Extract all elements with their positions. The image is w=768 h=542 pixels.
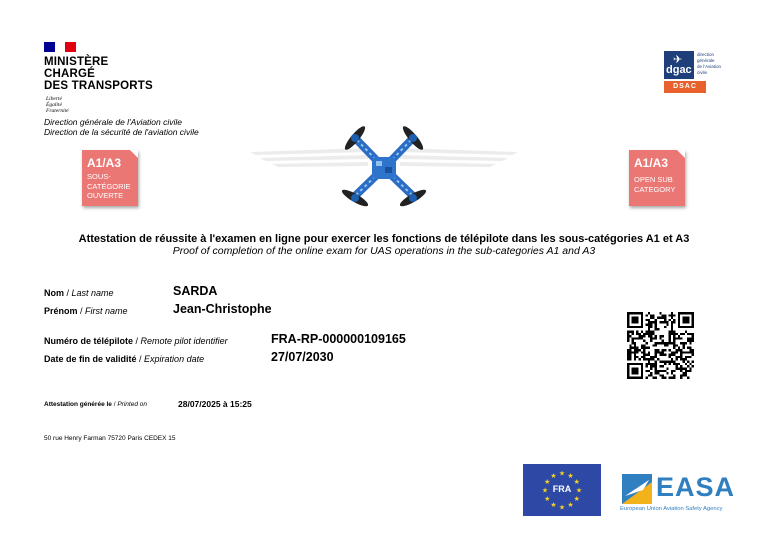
badge-open-subcategory-en: A1/A3 OPEN SUB CATEGORY: [629, 150, 685, 206]
first-name-value: Jean-Christophe: [173, 302, 272, 316]
eu-star-icon: ★: [567, 501, 574, 510]
expiry-label: Date de fin de validité / Expiration date: [44, 354, 205, 364]
eu-flag-logo: ★ ★ ★ ★ ★ ★ ★ ★ ★ ★ ★ ★ FRA: [523, 464, 601, 516]
easa-emblem-icon: [622, 474, 652, 504]
plane-icon: ✈: [673, 54, 683, 66]
eu-star-icon: ★: [544, 495, 551, 503]
eu-star-icon: ★: [544, 478, 551, 486]
eu-star-icon: ★: [573, 478, 580, 486]
last-name-value: SARDA: [173, 284, 218, 298]
expiry-value: 27/07/2030: [271, 350, 334, 364]
badge-open-subcategory-fr: A1/A3 SOUS- CATÉGORIE OUVERTE: [82, 150, 138, 206]
republic-motto: Liberté Égalité Fraternité: [46, 96, 69, 114]
title-english: Proof of completion of the online exam for UAS operations in the sub-categories A1 and A3: [172, 245, 596, 257]
pilot-id-label: Numéro de télépilote / Remote pilot identifier: [44, 336, 228, 346]
ministry-name: MINISTÈRE CHARGÉ DES TRANSPORTS: [44, 56, 153, 92]
eu-star-icon: ★: [550, 471, 557, 480]
drone-icon: [333, 118, 435, 218]
eu-star-icon: ★: [558, 503, 566, 512]
first-name-label: Prénom / First name: [44, 306, 128, 316]
title-french: Attestation de réussite à l'examen en ligne pour exercer les fonctions de télépilote dans les sous-catégories A1 et A3: [78, 233, 690, 245]
dgac-logo: ✈ dgac direction générale de l'Aviation civile DSAC: [664, 51, 726, 95]
marianne-flag: [44, 42, 76, 52]
eu-star-icon: ★: [567, 471, 574, 480]
generated-value: 28/07/2025 à 15:25: [178, 399, 252, 409]
last-name-label: Nom / Last name: [44, 288, 114, 298]
eu-star-icon: ★: [558, 469, 566, 478]
address: 50 rue Henry Farman 75720 Paris CEDEX 15: [44, 435, 176, 442]
pilot-id-value: FRA-RP-000000109165: [271, 332, 406, 346]
eu-star-icon: ★: [550, 501, 557, 510]
eu-star-icon: ★: [541, 486, 549, 495]
direction-dsac: Direction de la sécurité de l'aviation civile: [44, 127, 199, 137]
eu-star-icon: ★: [573, 495, 580, 503]
easa-logo: EASA European Union Aviation Safety Agency: [620, 472, 736, 512]
qr-code-icon: [627, 312, 694, 379]
generated-label: Attestation générée le / Printed on: [44, 401, 147, 408]
direction-dgac: Direction générale de l'Aviation civile: [44, 117, 183, 127]
eu-star-icon: ★: [575, 486, 583, 495]
